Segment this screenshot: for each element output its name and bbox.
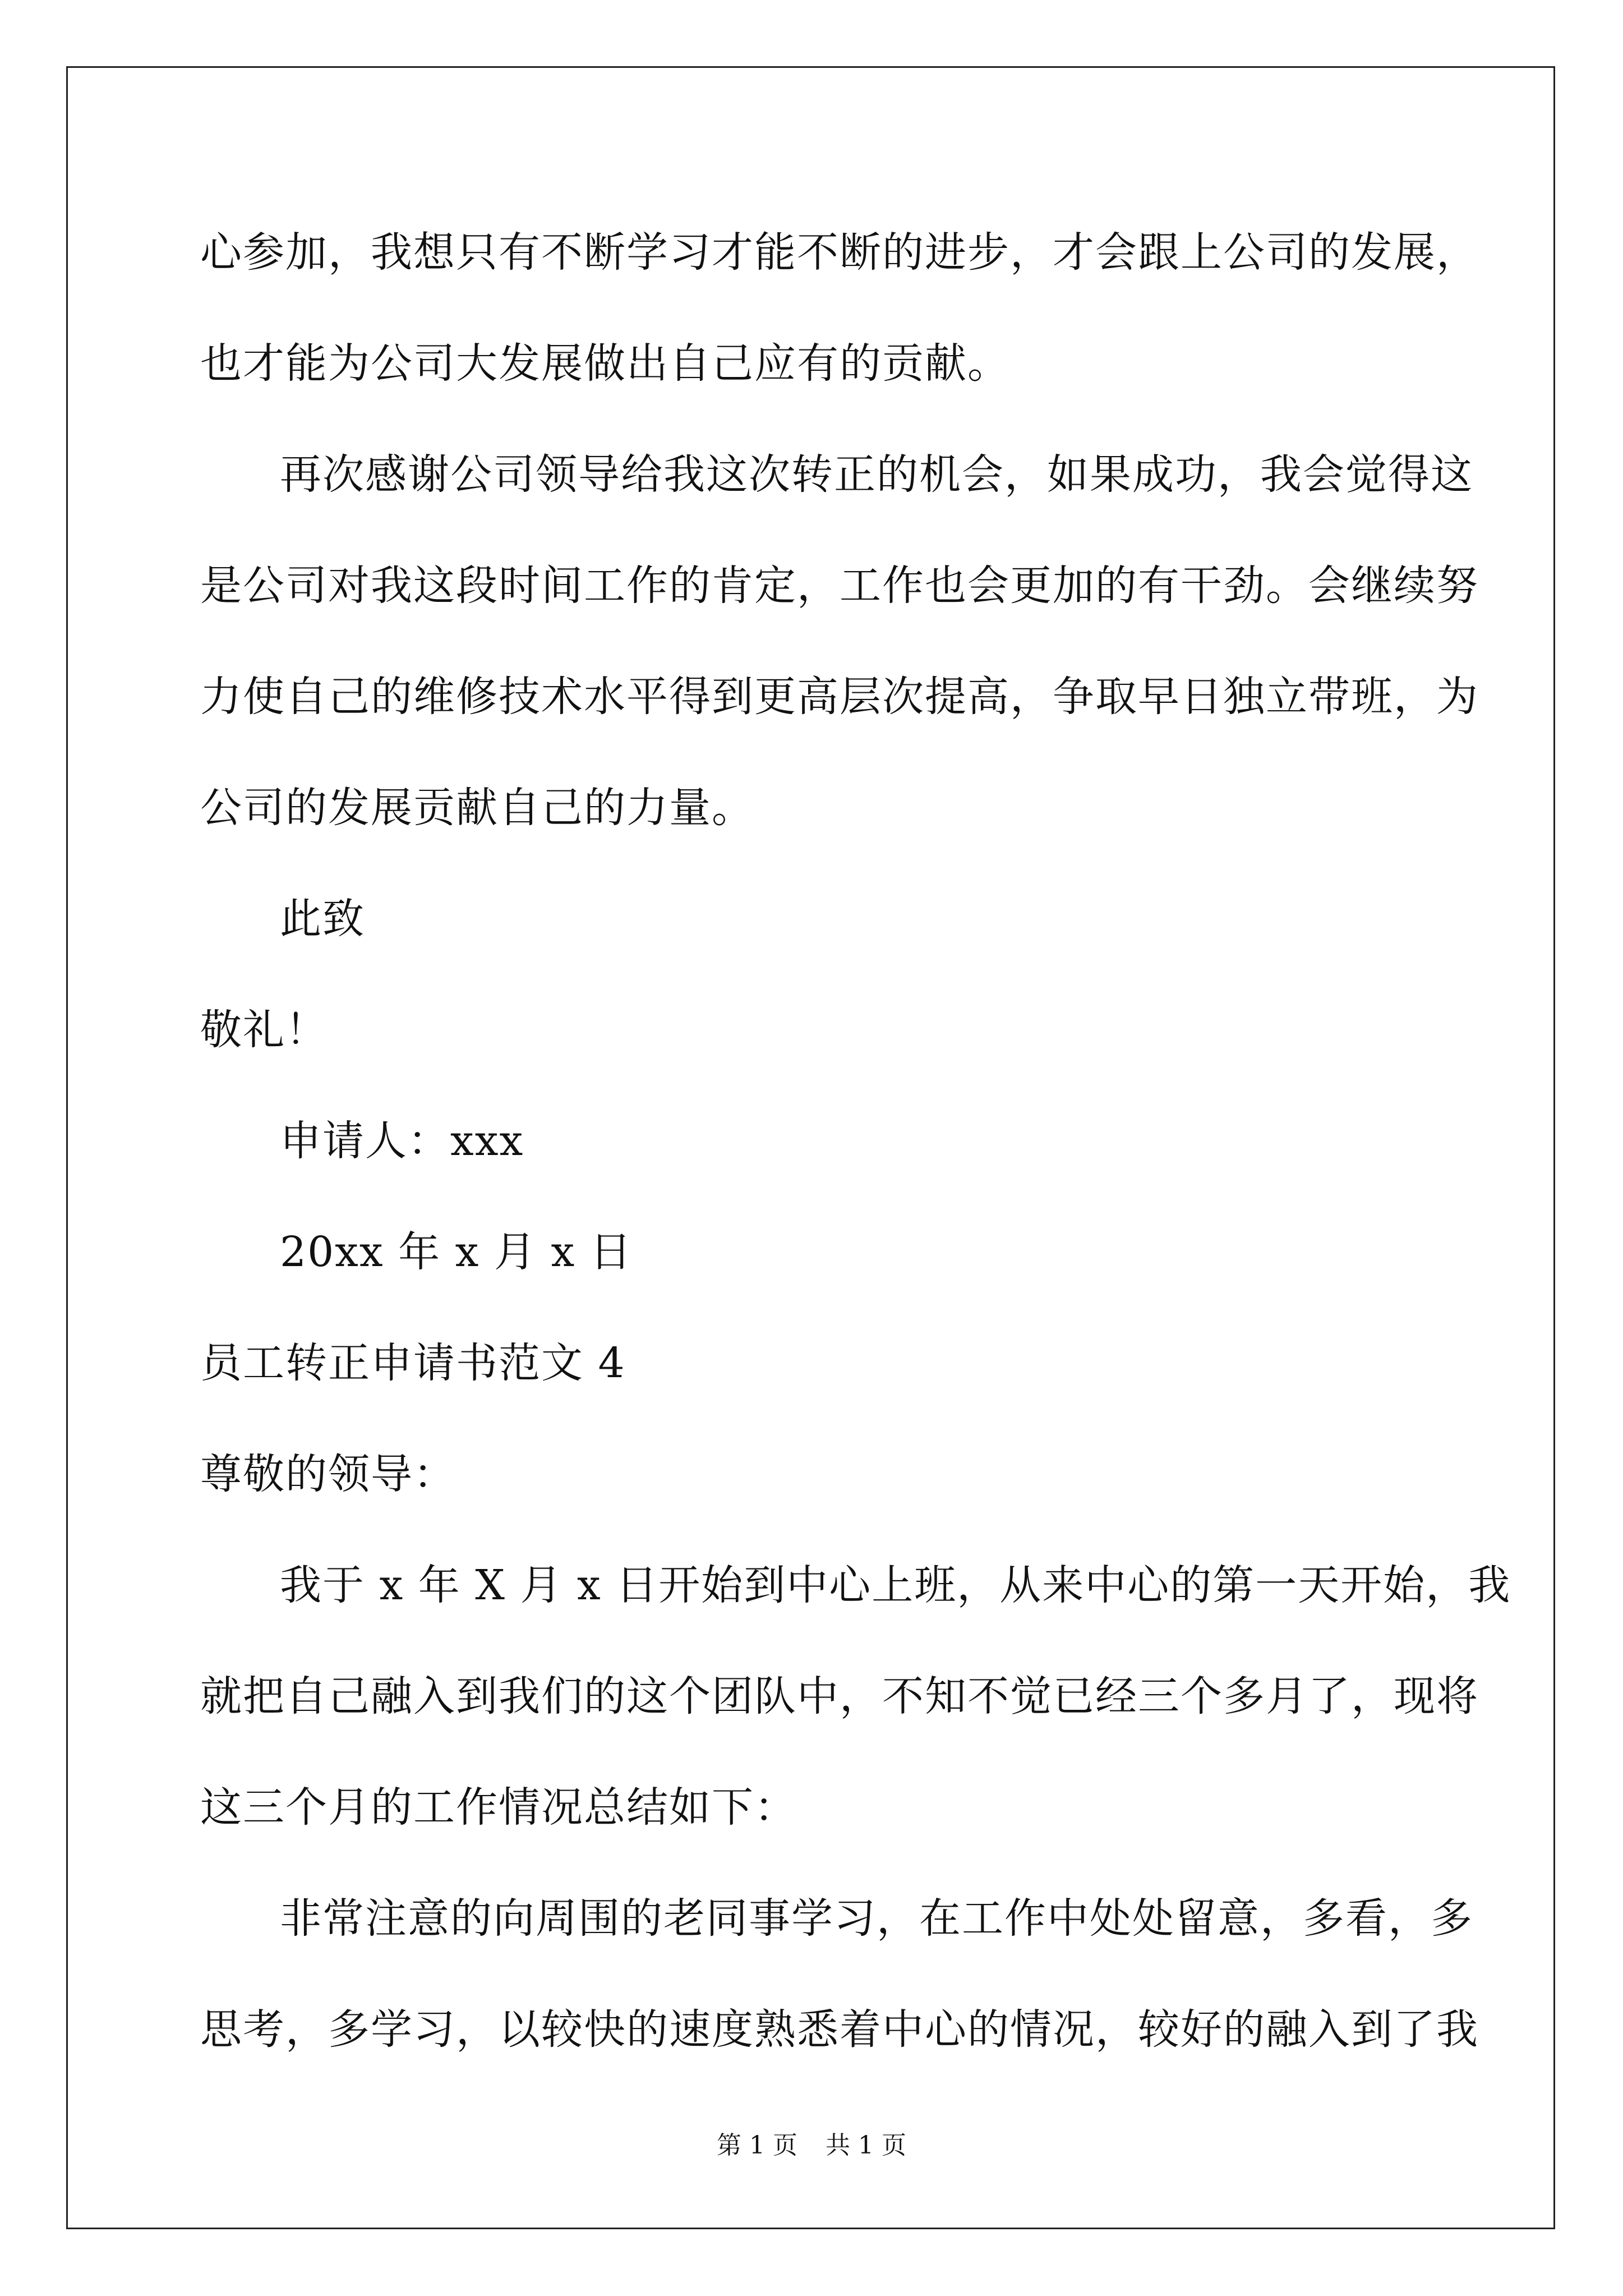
text-line-15: 这三个月的工作情况总结如下： [200,1783,797,1832]
text-line-1: 心参加，我想只有不断学习才能不断的进步，才会跟上公司的发展， [200,228,1479,277]
page-total: 共 1 页 [826,2131,906,2160]
text-line-14: 就把自己融入到我们的这个团队中，不知不觉已经三个多月了，现将 [200,1672,1479,1720]
date-line: 20xx 年 x 月 x 日 [280,1228,633,1276]
text-line-17: 思考，多学习，以较快的速度熟悉着中心的情况，较好的融入到了我 [200,2005,1479,2054]
page-footer [0,2129,1623,2162]
applicant-line: 申请人：xxx [280,1117,524,1165]
document-body [200,212,1511,2100]
closing-salutation: 此致 [280,895,365,943]
text-line-4: 是公司对我这段时间工作的肯定，工作也会更加的有干劲。会继续努 [200,562,1479,610]
text-line-16: 非常注意的向周围的老同事学习，在工作中处处留意，多看，多 [280,1894,1473,1943]
text-line-13: 我于 x 年 X 月 x 日开始到中心上班，从来中心的第一天开始，我 [280,1561,1511,1609]
page-number: 第 1 页 [717,2131,797,2160]
text-line-3: 再次感谢公司领导给我这次转正的机会，如果成功，我会觉得这 [280,450,1473,499]
greeting-line: 尊敬的领导： [200,1450,456,1498]
closing-regards: 敬礼！ [200,1006,328,1054]
text-line-2: 也才能为公司大发展做出自己应有的贡献。 [200,339,1010,388]
section-title: 员工转正申请书范文 4 [200,1339,626,1387]
text-line-6: 公司的发展贡献自己的力量。 [200,784,754,832]
text-line-5: 力使自己的维修技术水平得到更高层次提高，争取早日独立带班，为 [200,673,1479,721]
